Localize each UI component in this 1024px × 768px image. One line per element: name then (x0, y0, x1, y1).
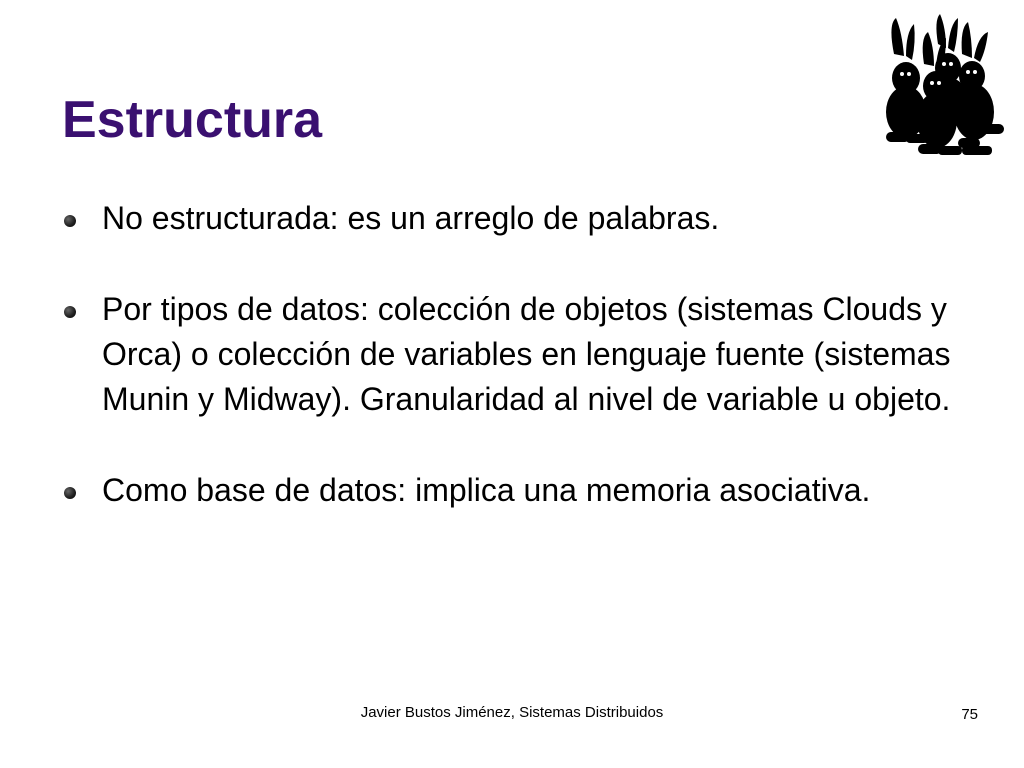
page-number: 75 (961, 706, 978, 723)
bullet-item (60, 287, 960, 422)
bullet-text: Como base de datos: implica una memoria asociativa. (102, 472, 871, 508)
bullet-text: No estructurada: es un arreglo de palabras. (102, 200, 720, 236)
bullet-text: Por tipos de datos: colección de objetos (sistemas Clouds y Orca) o colección de variables en lenguaje fuente (sistemas Munin y Midway). Granularidad al nivel de variable u objeto. (102, 291, 951, 417)
bullet-item (60, 468, 960, 513)
bullet-dot-icon (64, 215, 76, 227)
slide-title: Estructura (62, 91, 323, 149)
bullet-dot-icon (64, 487, 76, 499)
bullet-dot-icon (64, 306, 76, 318)
slide-footer: Javier Bustos Jiménez, Sistemas Distribuidos (360, 704, 664, 721)
bullet-list (60, 196, 960, 513)
rabbits-clipart-icon (880, 14, 1010, 164)
bullet-item (60, 196, 960, 241)
